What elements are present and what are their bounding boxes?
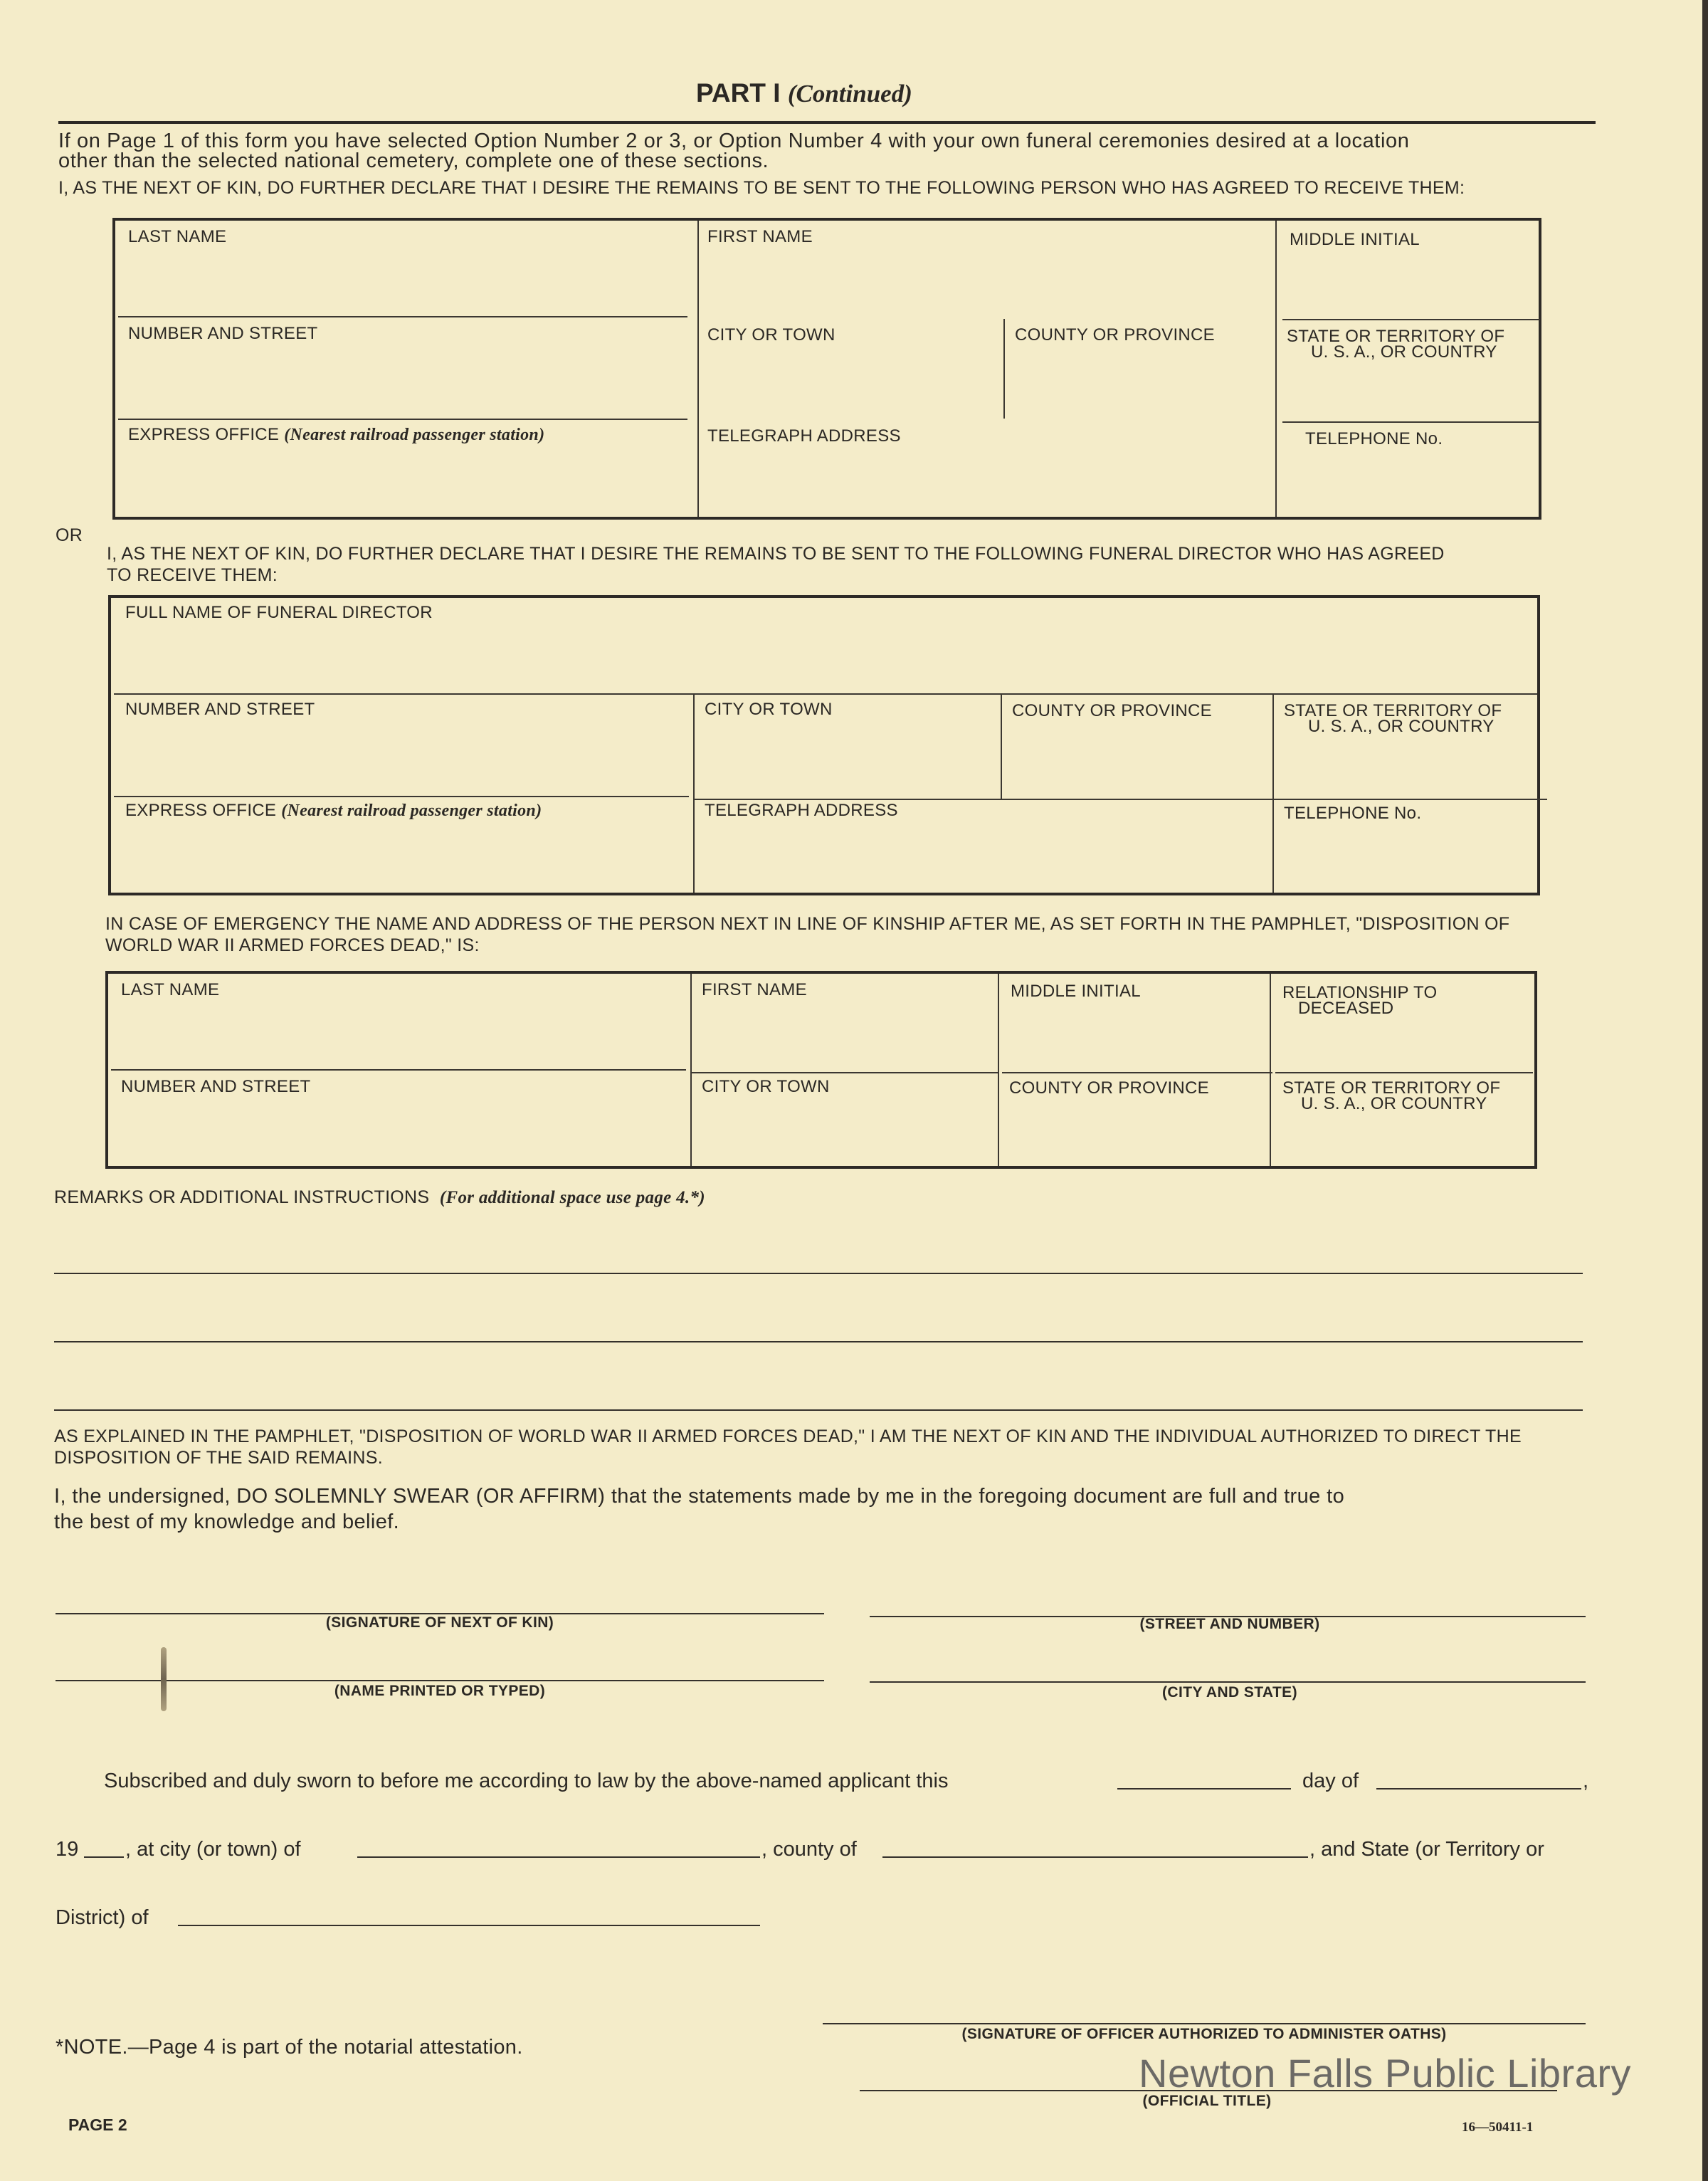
staple-mark xyxy=(161,1647,167,1711)
middle-initial-label: MIDDLE INITIAL xyxy=(1290,230,1420,249)
city-line[interactable] xyxy=(357,1856,760,1858)
county-province-label: COUNTY OR PROVINCE xyxy=(1012,701,1212,720)
express-office-text: EXPRESS OFFICE xyxy=(128,425,280,444)
state-label-line-2: U. S. A., OR COUNTRY xyxy=(1301,1094,1487,1113)
intro-line-2: other than the selected national cemetery, complete one of these sections. xyxy=(58,149,769,172)
officer-signature-line[interactable] xyxy=(823,2023,1586,2024)
row-divider xyxy=(692,1072,998,1073)
row-divider xyxy=(1275,1072,1533,1073)
state-label-line-1: STATE OR TERRITORY OF xyxy=(1284,701,1502,720)
row-divider xyxy=(114,693,1537,695)
last-name-label: LAST NAME xyxy=(121,980,220,999)
pamphlet-statement-line-1: AS EXPLAINED IN THE PAMPHLET, "DISPOSITION OF WORLD WAR II ARMED FORCES DEAD," I AM THE NEXT OF KIN AND THE INDIVIDUAL AUTHORIZED TO DIRECT THE xyxy=(54,1426,1522,1446)
name-printed-caption: (NAME PRINTED OR TYPED) xyxy=(334,1683,546,1699)
part-label: PART I xyxy=(696,78,781,107)
telephone-label: TELEPHONE No. xyxy=(1305,429,1443,448)
column-divider xyxy=(1270,974,1271,1166)
column-divider xyxy=(1272,693,1274,893)
signature-next-of-kin-caption: (SIGNATURE OF NEXT OF KIN) xyxy=(325,1614,554,1631)
county-of-text: , county of xyxy=(761,1838,857,1861)
number-street-label: NUMBER AND STREET xyxy=(125,700,315,719)
last-name-label: LAST NAME xyxy=(128,227,227,246)
row-divider xyxy=(1002,1072,1272,1073)
officer-signature-caption: (SIGNATURE OF OFFICER AUTHORIZED TO ADMINISTER OATHS) xyxy=(961,2026,1447,2042)
director-declaration-line-1: I, AS THE NEXT OF KIN, DO FURTHER DECLARE THAT I DESIRE THE REMAINS TO BE SENT TO THE FOLLOWING FUNERAL DIRECTOR WHO HAS AGREED xyxy=(107,544,1445,564)
day-of-text: day of xyxy=(1302,1770,1359,1792)
county-province-label: COUNTY OR PROVINCE xyxy=(1015,325,1215,345)
express-office-note: (Nearest railroad passenger station) xyxy=(281,802,542,820)
remarks-line-2[interactable] xyxy=(54,1341,1583,1342)
row-divider xyxy=(114,796,689,797)
comma-mark: , xyxy=(1583,1770,1589,1792)
relationship-label-line-1: RELATIONSHIP TO xyxy=(1282,983,1438,1002)
year-line[interactable] xyxy=(84,1856,124,1858)
city-state-caption: (CITY AND STATE) xyxy=(1162,1684,1297,1701)
number-street-label: NUMBER AND STREET xyxy=(128,324,318,343)
pamphlet-statement-line-2: DISPOSITION OF THE SAID REMAINS. xyxy=(54,1448,383,1468)
column-divider xyxy=(697,221,699,517)
state-label-line-2: U. S. A., OR COUNTRY xyxy=(1308,717,1494,736)
part-title xyxy=(696,78,912,108)
row-divider xyxy=(111,1069,686,1071)
relationship-label-line-2: DECEASED xyxy=(1298,999,1394,1018)
header-rule xyxy=(58,121,1596,124)
notarial-note: *NOTE.—Page 4 is part of the notarial attestation. xyxy=(56,2036,523,2059)
emergency-line-2: WORLD WAR II ARMED FORCES DEAD," IS: xyxy=(105,935,480,955)
first-name-label: FIRST NAME xyxy=(707,227,813,246)
funeral-director-box xyxy=(108,595,1540,895)
telephone-label: TELEPHONE No. xyxy=(1284,804,1422,823)
state-label-line-2: U. S. A., OR COUNTRY xyxy=(1311,342,1497,362)
county-province-label: COUNTY OR PROVINCE xyxy=(1009,1078,1209,1098)
row-divider xyxy=(1282,421,1540,423)
street-number-caption: (STREET AND NUMBER) xyxy=(1139,1616,1320,1632)
state-label-line-1: STATE OR TERRITORY OF xyxy=(1287,327,1505,346)
column-divider xyxy=(1275,221,1277,517)
next-of-kinship-box xyxy=(105,971,1537,1169)
continued-label: (Continued) xyxy=(787,80,912,107)
name-printed-line[interactable] xyxy=(56,1680,824,1681)
remarks-line-1[interactable] xyxy=(54,1273,1583,1274)
remarks-line-3[interactable] xyxy=(54,1409,1583,1411)
row-divider xyxy=(693,799,1547,800)
column-divider xyxy=(1003,319,1005,419)
first-name-label: FIRST NAME xyxy=(702,980,807,999)
express-office-text: EXPRESS OFFICE xyxy=(125,801,277,820)
district-line[interactable] xyxy=(178,1925,760,1926)
telegraph-address-label: TELEGRAPH ADDRESS xyxy=(705,801,898,820)
row-divider xyxy=(118,419,687,420)
oath-line-2: the best of my knowledge and belief. xyxy=(54,1510,400,1533)
telegraph-address-label: TELEGRAPH ADDRESS xyxy=(707,426,901,446)
remarks-label xyxy=(54,1187,705,1208)
recipient-person-box xyxy=(112,218,1541,520)
form-number: 16—50411-1 xyxy=(1462,2120,1534,2135)
middle-initial-label: MIDDLE INITIAL xyxy=(1011,982,1141,1001)
number-street-label: NUMBER AND STREET xyxy=(121,1077,311,1096)
district-text: District) of xyxy=(56,1906,149,1929)
column-divider xyxy=(693,693,695,893)
express-office-label xyxy=(128,426,544,444)
at-city-text: , at city (or town) of xyxy=(125,1838,301,1861)
person-declaration: I, AS THE NEXT OF KIN, DO FURTHER DECLARE THAT I DESIRE THE REMAINS TO BE SENT TO THE FOLLOWING PERSON WHO HAS AGREED TO RECEIVE THEM: xyxy=(58,178,1465,198)
column-divider xyxy=(1001,693,1002,799)
page-edge xyxy=(1702,0,1708,2181)
emergency-line-1: IN CASE OF EMERGENCY THE NAME AND ADDRESS OF THE PERSON NEXT IN LINE OF KINSHIP AFTER ME, AS SET FORTH IN THE PAMPHLET, "DISPOSITION OF xyxy=(105,914,1510,934)
express-office-label xyxy=(125,802,542,820)
official-title-caption: (OFFICIAL TITLE) xyxy=(1142,2093,1272,2109)
row-divider xyxy=(1282,319,1540,320)
library-watermark: Newton Falls Public Library xyxy=(1139,2051,1631,2096)
city-town-label: CITY OR TOWN xyxy=(707,325,835,345)
year-prefix: 19 xyxy=(56,1838,79,1861)
express-office-note: (Nearest railroad passenger station) xyxy=(284,426,545,444)
director-declaration-line-2: TO RECEIVE THEM: xyxy=(107,565,278,585)
day-number-line[interactable] xyxy=(1117,1788,1291,1790)
or-label: OR xyxy=(56,525,83,545)
remarks-note: (For additional space use page 4.*) xyxy=(439,1188,705,1207)
month-line[interactable] xyxy=(1376,1788,1581,1790)
state-label-line-1: STATE OR TERRITORY OF xyxy=(1282,1078,1501,1098)
and-state-text: , and State (or Territory or xyxy=(1309,1838,1544,1861)
remarks-label-text: REMARKS OR ADDITIONAL INSTRUCTIONS xyxy=(54,1187,430,1207)
oath-line-1: I, the undersigned, DO SOLEMNLY SWEAR (OR AFFIRM) that the statements made by me in the foregoing document are full and true to xyxy=(54,1485,1345,1508)
row-divider xyxy=(118,316,687,317)
intro-line-1: If on Page 1 of this form you have selected Option Number 2 or 3, or Option Number 4 with your own funeral ceremonies desired at a location xyxy=(58,130,1410,152)
page-label: PAGE 2 xyxy=(68,2116,127,2134)
subscribed-text: Subscribed and duly sworn to before me according to law by the above-named applicant this xyxy=(104,1770,949,1792)
column-divider xyxy=(690,974,692,1166)
column-divider xyxy=(998,974,999,1166)
city-town-label: CITY OR TOWN xyxy=(702,1077,830,1096)
director-full-name-label: FULL NAME OF FUNERAL DIRECTOR xyxy=(125,603,433,622)
county-line[interactable] xyxy=(882,1856,1308,1858)
city-town-label: CITY OR TOWN xyxy=(705,700,833,719)
city-state-line[interactable] xyxy=(870,1681,1586,1683)
